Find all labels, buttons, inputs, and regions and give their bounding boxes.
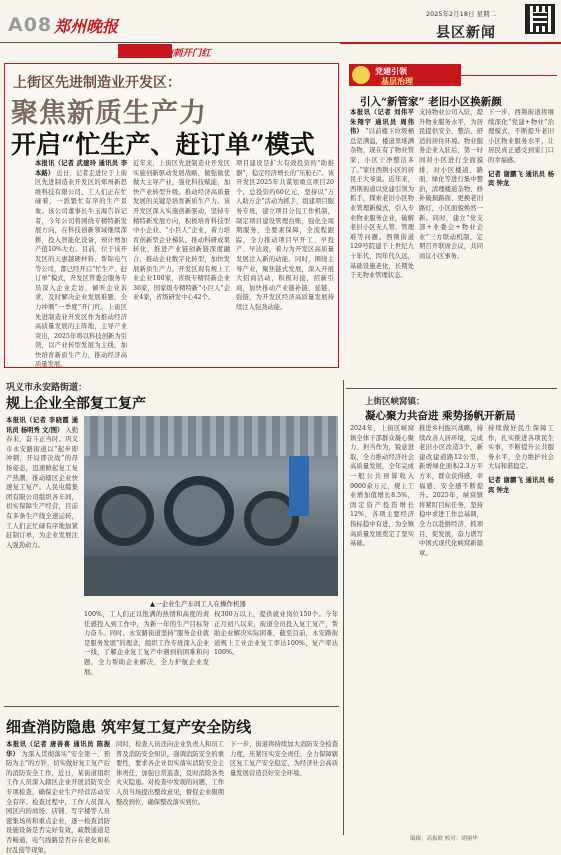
huiji-col-1 xyxy=(350,424,414,839)
caption-triangle-icon: ▲ xyxy=(150,600,155,608)
lead-kicker: 上街区先进制造业开发区： xyxy=(13,75,181,91)
gongyi-col-1 xyxy=(6,416,78,696)
factory-photo xyxy=(84,416,338,596)
left-divider-1 xyxy=(4,706,339,707)
qr-code-icon xyxy=(525,4,555,34)
community-col-2 xyxy=(419,108,483,384)
lead-col-1 xyxy=(35,159,128,369)
photo-caption xyxy=(150,599,246,608)
issue-date: 2025年2月18日 星期二 xyxy=(426,10,497,18)
photo-caption-text: 一企业生产车间工人在操作机器 xyxy=(155,600,246,608)
fire-byline: 本报讯（记者 唐善喜 通讯员 陈振华） xyxy=(6,741,110,758)
huiji-kicker: 上街区峡窝镇： xyxy=(365,397,425,407)
column-banner-text: 复工复产 冲刺开门红 xyxy=(122,48,211,59)
community-col-1-text: “以前楼下垃圾桶总是满溢，楼道里堆满杂物，现在有了物业管家，小区干净整洁多了。”家住西荆小区的居民王大爷说。近年来，西荆街道以党建引领为抓手，探索老旧小区物业管理新模式，引入专业物业服务企业，破解老旧小区无人管、管理难等问题。西荆街道129号院建于上世纪九十年代，因年代久远，基础设施老化，长期处于无物业管理状态。 xyxy=(350,128,414,280)
community-byline: 本报讯（记者 刘伟平 朱翔宇 通讯员 周伟伟） xyxy=(350,109,414,136)
community-title: 引入“新管家” 老旧小区换新颜 xyxy=(360,96,502,108)
lead-title-2: 开启“忙生产、赶订单”模式 xyxy=(11,130,315,159)
community-col-2-text: 支持物业公司入驻，提升物业服务水平，为居民提供安全、整洁、舒适的居住环境。物业服务企业入驻后，第一时间对小区进行全面摸排，对小区楼道、路面、绿化等进行集中整治，清理楼道杂物、修补破损路面、更换老旧路灯，小区面貌焕然一新。同时，建立“党支部+业委会+物业企业”三方联动机制，定期召开联席会议，共同商议小区事务。 xyxy=(419,109,483,260)
huiji-col-1-text: 2024年，上街区峡窝镇全体干部群众凝心聚力、担当作为，锐意进取，全力推动经济社会高质量发展，全年完成一般公共预算收入9000余万元，规上工业增加值增长8.5%，固定资产投资增长12%，各项主要经济指标稳中有进，为全镇高质量发展奠定了坚实基础。 xyxy=(350,425,414,548)
badge-line-1: 党建引领 xyxy=(375,67,407,76)
page-code: A08 xyxy=(8,14,53,36)
gongyi-title: 规上企业全部复工复产 xyxy=(6,396,146,412)
badge-line-2: 基层治理 xyxy=(381,77,413,86)
lead-col-1-text: 近日，记者走进位于上街区先进制造业开发区的郑州新思维科技有限公司，工人们正在忙碌着，一派繁忙有序的生产景象。该公司董事长牛玉海告诉记者，今年公司将围绕专精特新发展方向，在科技创新领域继续深耕，投入智能化设备，预计增加产值10%左右。目前，位于该开发区的天惠越硬材料、帮锦电气等公司，都已经开启“忙生产、赶订单”模式，开发区管委会服务专员深入企业走访，倾听企业诉求，及时解决企业发展难题，全力冲刺“一季度”开门红。上街区先进制造业开发区作为推动经济高质量发展的主阵地，主导产业突出，2025年将以科技创新为引领，以产业转型发展为主线，加快培育新质生产力，推动经济高质量发展。 xyxy=(35,169,128,369)
gongyi-col-3 xyxy=(214,610,338,696)
header-rule-red xyxy=(340,42,561,44)
gongyi-col-1-text: 入勤春来，奋斗正当时。巩义市永安路街道以“起步即冲刺，开局即决战”的昂扬姿态，迅速掀起复工复产热潮，推动辖区企业快速复工复产。人民电缆集团有限公司组织各车间，切实保障生产经营，目前有多条生产线全速运转，工人们正忙碌有序地加紧赶制订单，为企业发展注入强劲动力。 xyxy=(6,426,78,549)
column-banner xyxy=(118,42,288,60)
huiji-title: 凝心聚力共奋进 乘势扬帆开新局 xyxy=(365,410,516,422)
lead-article-box xyxy=(4,63,339,368)
community-col-3-text: 下一步，西荆街道将继续深化“党建+物业”治理模式，不断提升老旧小区物业服务水平，让居民真正感受到家门口的幸福感。 xyxy=(488,109,554,164)
fire-col-2 xyxy=(116,740,224,840)
lead-col-3-text: 项目建设是扩大有效投资的“助推器”，稳定经济增长的“压舱石”。该开发区2025年共谋划重点项目20个，总投资约60亿元，坚持以“万人助万企”活动为抓手，组建项目服务专班，建立项目分包工作机制，制定项目建设管理台账，强化全周期服务，全要素保障，全流程跟踪，全力推动项目早开工、早投产、早达效，着力为开发区高质量发展注入新的动能。同时，围绕主导产业，聚焦链式发展，深入开展大招商活动，积极对接，招新引商，加快推动产业链补链、延链、强链，为开发区经济高质量发展持续注入强劲动能。 xyxy=(236,160,334,311)
fire-col-3-text: 下一步，街道将持续加大消防安全检查力度，压紧压实安全责任，全力保障辖区复工复产安全稳定，为经济社会高质量发展营造良好安全环境。 xyxy=(230,741,338,777)
section-title: 县区新闻 xyxy=(436,25,496,41)
paper-name-logo: 郑州晚报 xyxy=(54,17,119,36)
fire-col-1 xyxy=(6,740,110,854)
editor-footer: 编辑：高振欧 校对：胡丽华 xyxy=(410,836,478,842)
lead-col-2 xyxy=(133,159,230,365)
fire-title: 细查消防隐患 筑牢复工复产安全防线 xyxy=(6,718,252,736)
community-col-1 xyxy=(350,108,414,384)
huiji-col-2 xyxy=(419,424,483,839)
header-rule xyxy=(0,42,340,43)
vertical-divider xyxy=(343,380,344,835)
fire-col-1-text: 为深入贯彻落实“安全第一、预防为主”的方针，切实做好复工复产后的消防安全工作，近日，某街道组织工作人员深入辖区企业开展消防安全专项检查，确保企业生产经营活动安全有序。检查过程中，工作人员深入园区内的商场、店铺、写字楼等人员密集场所和重点企业，逐一检查消防设施设备是否完好有效，疏散通道是否畅通，电气线路是否存在老化和私拉乱接等现象。 xyxy=(6,750,110,854)
masthead xyxy=(0,0,561,42)
party-badge xyxy=(349,64,461,86)
lead-title-1: 聚焦新质生产力 xyxy=(11,98,207,129)
community-reporter: 记者 谢鹏飞 通讯员 杨宾 钟龙 xyxy=(488,170,554,188)
gongyi-byline: 本报讯（记者 李晓霞 通讯员 杨明秀 文/图） xyxy=(6,417,78,434)
badge-rule xyxy=(461,75,557,76)
gongyi-col-2-text: 100%，工人们正以饱满的热情和高度的责任感投入到工作中，为新一年的生产目标努力奋斗。同时，永安路街道坚持“服务企业就是服务发展”的理念，组织工作专班深入企业一线，了解企业复工复产中遇到的困难和问题，全力帮助企业解决，全力护航企业发展。 xyxy=(84,611,209,676)
party-emblem-icon xyxy=(352,66,370,84)
gongyi-col-2 xyxy=(84,610,209,696)
huiji-col-2-text: 推进乡村振兴战略，持续改善人居环境，完成老旧小区改造3个，新建改建道路12公里，新增绿化面积2.3万平方米，群众获得感、幸福感、安全感不断提升。2025年，峡窝镇将紧盯目标任务，坚持稳中求进工作总基调，全力以赴拼经济、抓项目、促发展，奋力谱写中国式现代化峡窝新篇章。 xyxy=(419,425,483,557)
right-divider-1 xyxy=(346,388,557,389)
gongyi-kicker: 巩义市永安路街道： xyxy=(6,383,88,393)
fire-col-2-text: 同时，检查人员还向企业负责人和员工普及消防安全知识，强调消防安全的重要性，要求各企业切实落实消防安全主体责任，加强日常巡查，及时消除各类火灾隐患。对检查中发现的问题，工作人员当场提出整改意见，督促企业限期整改到位，确保整改落实到位。 xyxy=(116,741,224,806)
lead-byline: 本报讯（记者 武建玲 通讯员 李本路） xyxy=(35,160,127,177)
lead-col-2-text: 近年来，上街区先进制造业开发区实施创新驱动发展战略，做强做优做大主导产业，强化科技赋能，加快产业转型升级。推动经济高质量发展的关键是培育新质生产力。该开发区深入实施创新驱动、坚持专精特新发展方向，积极培育科技型中小企业、“小巨人”企业，着力培育创新型企业梯队。推动科研成果转化，推进产业链创新链深度融合，推动企业数字化转型，加快发展新质生产力。开发区现有规上工业企业100家，省级专精特新企业36家，国家级专精特新“小巨人”企业4家，省级研发中心42个。 xyxy=(133,160,230,302)
community-col-3 xyxy=(488,108,554,384)
lead-col-3 xyxy=(236,159,334,365)
fire-col-3 xyxy=(230,740,338,840)
gongyi-col-3-text: 权300万以上，提供就业岗位150个。今年正月初八以来，街道全员投入复工复产，帮助企业解决实际困难，截至目前，永安路街道规上工业企业复工率达100%，复产率达100%。 xyxy=(214,611,338,657)
huiji-reporter: 记者 谢鹏飞 通讯员 杨宾 钟龙 xyxy=(488,476,554,494)
huiji-col-3-text: 持续做好民生保障工作，扎实推进各项民生实事，不断提升公共服务水平，全力维护社会大局和谐稳定。 xyxy=(488,425,554,471)
huiji-col-3 xyxy=(488,424,554,839)
